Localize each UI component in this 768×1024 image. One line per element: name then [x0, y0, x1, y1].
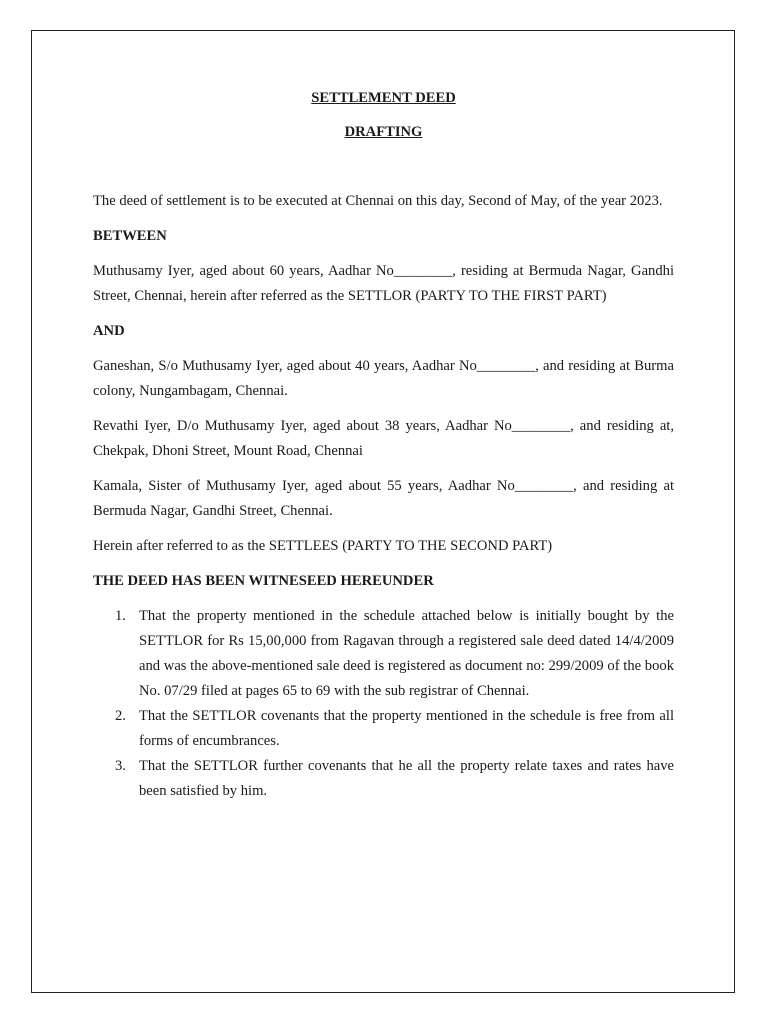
clause-number: 1. — [115, 608, 126, 624]
clause-item — [93, 754, 674, 804]
settlees-reference: Herein after referred to as the SETTLEES (PARTY TO THE SECOND PART) — [93, 538, 553, 554]
clauses-list — [93, 604, 674, 804]
settlor-paragraph: Muthusamy Iyer, aged about 60 years, Aadhar No________, residing at Bermuda Nagar, Gandhi Street, Chennai, herein after referred as the SETTLOR (PARTY TO THE FIRST PART) — [93, 263, 674, 304]
and-heading: AND — [93, 323, 125, 339]
settlee-paragraph-ganeshan: Ganeshan, S/o Muthusamy Iyer, aged about 40 years, Aadhar No________, and residing at Burma colony, Nungambagam, Chennai. — [93, 358, 674, 399]
between-heading: BETWEEN — [93, 228, 167, 244]
clause-number: 3. — [115, 758, 126, 774]
settlee-paragraph-revathi: Revathi Iyer, D/o Muthusamy Iyer, aged about 38 years, Aadhar No________, and residing at, Chekpak, Dhoni Street, Mount Road, Chennai — [93, 418, 674, 459]
settlee-paragraph-kamala: Kamala, Sister of Muthusamy Iyer, aged about 55 years, Aadhar No________, and residing at Bermuda Nagar, Gandhi Street, Chennai. — [93, 478, 674, 519]
clause-text: That the SETTLOR covenants that the property mentioned in the schedule is free from all forms of encumbrances. — [139, 708, 674, 749]
document-subtitle: DRAFTING — [344, 124, 423, 140]
intro-paragraph: The deed of settlement is to be executed at Chennai on this day, Second of May, of the year 2023. — [93, 193, 663, 209]
clause-text: That the property mentioned in the schedule attached below is initially bought by the SETTLOR for Rs 15,00,000 from Ragavan through a registered sale deed dated 14/4/2009 and was the above-mentioned sale deed is registered as document no: 299/2009 of the book No. 07/29 filed at pages 65 to 69 with the sub registrar of Chennai. — [139, 608, 674, 699]
witness-heading: THE DEED HAS BEEN WITNESEED HEREUNDER — [93, 573, 434, 589]
clause-text: That the SETTLOR further covenants that he all the property relate taxes and rates have been satisfied by him. — [139, 758, 674, 799]
document-body — [93, 86, 674, 804]
clause-number: 2. — [115, 708, 126, 724]
clause-item — [93, 704, 674, 754]
clause-item — [93, 604, 674, 704]
document-title: SETTLEMENT DEED — [311, 90, 456, 106]
